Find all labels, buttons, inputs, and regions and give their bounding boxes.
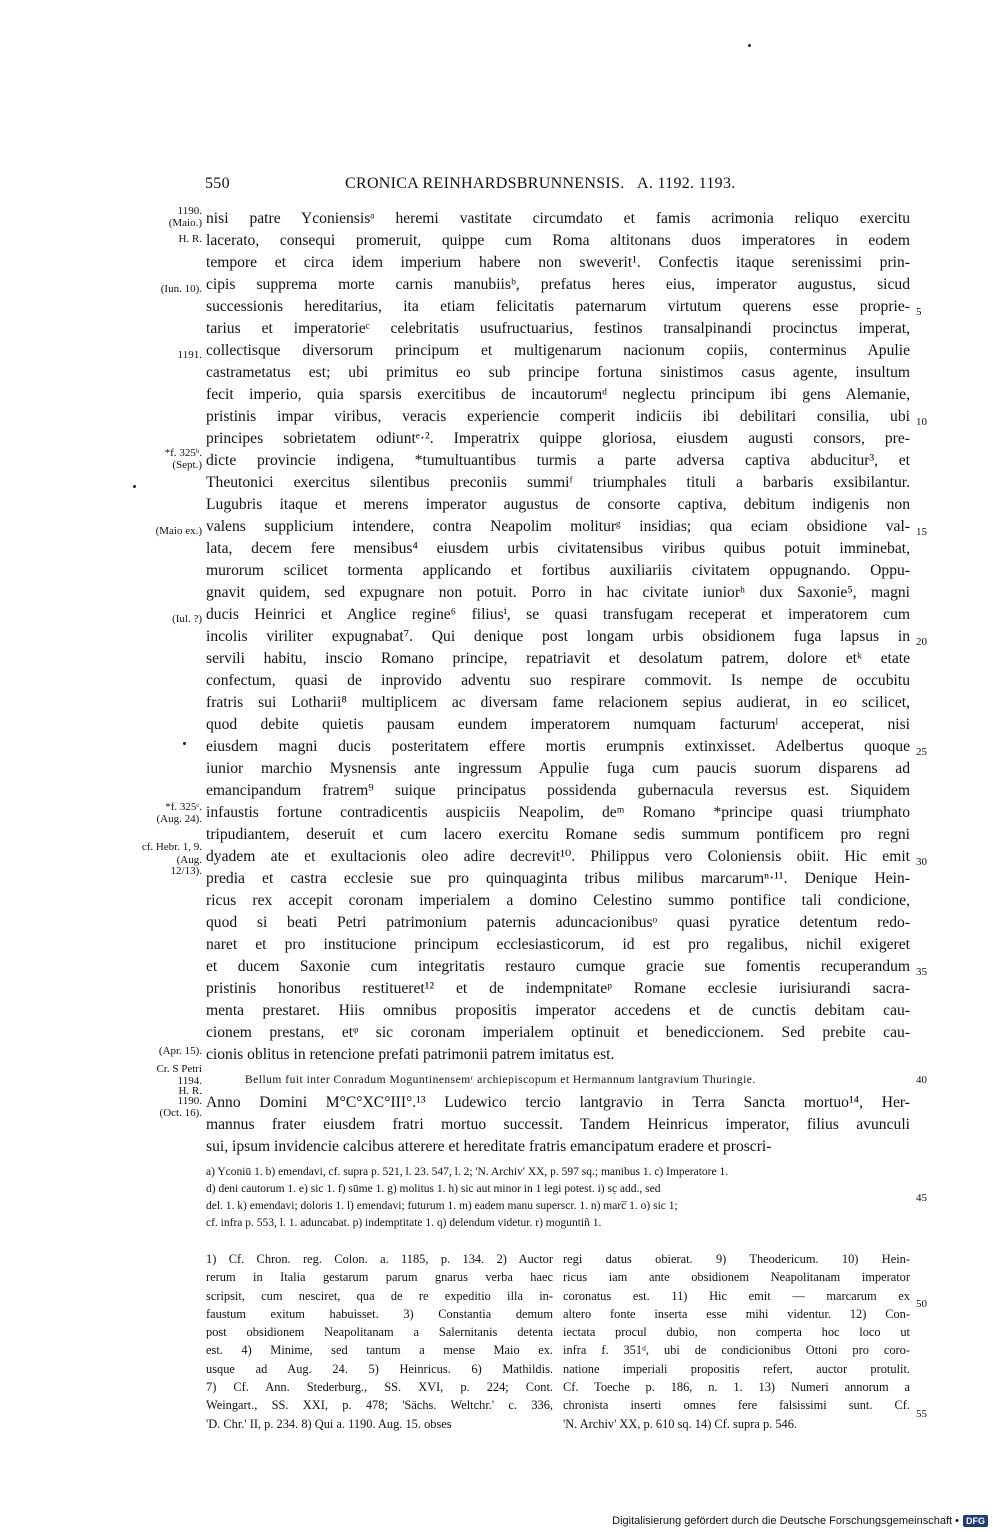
margin-date-note: (Sept.) (172, 459, 202, 471)
text-line: Weingart., SS. XXI, p. 478; 'Sächs. Weltchr.' c. 336, (206, 1398, 553, 1413)
text-line: est. 4) Minime, sed tantum a mense Maio ex. (206, 1343, 553, 1358)
margin-date-note: 12/13). (170, 865, 202, 877)
text-line: mannus frater eiusdem fratri mortuo successit. Tandem Heinricus imperator, filius avunculi (206, 1116, 910, 1133)
margin-date-note: 1191. (177, 349, 202, 361)
text-line: ricus rex accepit coronam imperialem a domino Celestino summo pontifice tali condicione, (206, 892, 910, 909)
text-line: emancipandum fratrem⁹ suique principatus possidenda gubernacula reversus est. Siquidem (206, 782, 910, 799)
text-line: cipis supprema morte carnis manubiisᵇ, prefatus heres eius, imperator augustus, sicud (206, 276, 910, 293)
text-line: dicte provincie indigena, *tumultuantibus turmis a parte adversa captiva abducitur³, et (206, 452, 910, 469)
page-number: 550 (205, 175, 230, 192)
text-line: Lugubris itaque et merens imperator augustus de consorte captiva, debitum indigenis non (206, 496, 910, 513)
margin-date-note: (Iul. ?) (172, 613, 202, 625)
line-number: 50 (916, 1298, 927, 1310)
footer-text: Digitalisierung gefördert durch die Deutsche Forschungsgemeinschaft • (612, 1515, 959, 1527)
text-line: chronista inserti omnes fere falsissimi sunt. Cf. (563, 1398, 910, 1413)
text-line: dyadem ate et exultacionis oleo adire decrevit¹⁰. Philippus vero Coloniensis obiit. Hic emit (206, 848, 910, 865)
text-line: eiusdem magni ducis posteritatem effere mortis erumpnis extinxisset. Adelbertus quoque (206, 738, 910, 755)
text-line: tempore et circa idem imperium habere non sweverit¹. Confectis itaque serenissimi prin- (206, 254, 910, 271)
text-line: menta prestaret. Hiis omnibus propositis imperator accedens et de cunctis debitam cau- (206, 1002, 910, 1019)
text-line: a) Yconiū 1. b) emendavi, cf. supra p. 521, l. 23. 547, l. 2; 'N. Archiv' XX, p. 597 sq.; manibus 1. c) Imperatore 1. (206, 1166, 729, 1178)
margin-date-note: (Maio ex.) (155, 525, 202, 537)
text-line: et ducem Saxonie cum integritatis restauro cumque gracie sue fomentis recuperandum (206, 958, 910, 975)
text-line: confectum, quasi de inprovido adventu suo respirare commovit. Is nempe de occubitu (206, 672, 910, 689)
line-number: 55 (916, 1408, 927, 1420)
margin-date-note: (Maio.) (168, 217, 202, 229)
margin-date-note: (Aug. (176, 854, 202, 866)
line-number: 20 (916, 636, 927, 648)
main-text (206, 208, 910, 1066)
margin-date-note: H. R. (178, 233, 202, 245)
text-line: infaustis fortune contradicentis auspiciis Neapolim, deᵐ Romano *principe quasi triumphato (206, 804, 910, 821)
text-line: predia et castra ecclesie sue pro quinquaginta tribus milibus marcarumⁿ·¹¹. Denique Hein- (206, 870, 910, 887)
text-line: natione imperiali propositis refert, auctor protulit. (563, 1361, 910, 1376)
text-line: del. 1. k) emendavi; doloris 1. l) emendavi; futurum 1. m) eadem manu superscr. 1. n) marc̅ 1. o) sic 1; (206, 1200, 678, 1212)
margin-date-note: *f. 325ᵇ. (164, 447, 202, 459)
text-line: successionis hereditarius, ita etiam felicitatis paternarum virtutum querens esse proprie- (206, 298, 910, 315)
text-line: ducis Heinrici et Anglice regine⁶ filiusⁱ, se quasi transfugam receperat et imperatorem cum (206, 606, 910, 623)
running-header (205, 175, 905, 195)
text-line: incolis viriliter expugnabat⁷. Qui denique post longam urbis obsidionem fuga lapsus in (206, 628, 910, 645)
scan-speck (133, 485, 136, 488)
line-number: 35 (916, 966, 927, 978)
text-line: coronatus est. 11) Hic emit — marcarum ex (563, 1288, 910, 1303)
text-line: infra f. 351ᵈ, ubi de condicionibus Ottoni pro coro- (563, 1343, 910, 1358)
text-line: valens supplicium intendere, contra Neapolim moliturᵍ insidias; qua eciam obsidione val- (206, 518, 910, 535)
text-line: cionis oblitus in retencione prefati patrimonii patrem imitatus est. (206, 1046, 615, 1063)
footnotes-right-column (563, 1250, 910, 1433)
text-line: nisi patre Yconiensisᵃ heremi vastitate circumdato et famis acrimonia reliquo exercitu (206, 210, 910, 227)
margin-date-note: *f. 325ᶜ. (165, 801, 202, 813)
text-line: collectisque diversorum principum et multigenarum nacionum copiis, conterminus Apulie (206, 342, 910, 359)
line-number: 5 (916, 306, 922, 318)
text-line: servili habitu, inscio Romano principe, repatriavit et desolatum patrem, dolore etᵏ etate (206, 650, 910, 667)
text-line: gnavit quidem, sed expugnare non potuit. Porro in hac civitate iuniorʰ dux Saxonie⁵, magni (206, 584, 910, 601)
text-line: quod debite quietis pausam eundem imperatorem numquam facturumˡ acceperat, nisi (206, 716, 910, 733)
text-line: post obsidionem Neapolitanam a Salernitanis detenta (206, 1325, 553, 1340)
text-line: rerum in Italia gestarum parum gnarus verba haec (206, 1270, 553, 1285)
margin-date-note: 1190. (177, 1095, 202, 1107)
margin-date-note: H. R. (178, 1085, 202, 1097)
scan-speck (183, 742, 186, 745)
text-line: fecit imperio, quia sparsis exercitibus de incautorumᵈ neglectu principum ibi gens Alemanie, (206, 386, 910, 403)
margin-date-note: (Aug. 24). (156, 813, 202, 825)
text-line: sui, ipsum invidencie calcibus atterere et hereditate fratris emancipatum eradere et proscri- (206, 1138, 772, 1155)
line-number: 25 (916, 746, 927, 758)
text-line: fratris sui Lotharii⁸ multiplicem ac diversam fame relacionem sepius audierat, in eo scilicet, (206, 694, 910, 711)
text-line: 'N. Archiv' XX, p. 610 sq. 14) Cf. supra p. 546. (563, 1416, 798, 1431)
text-line: ricus iam ante obsidionem Neapolitanam imperator (563, 1270, 910, 1285)
text-line: Cf. Toeche p. 186, n. 1. 13) Numeri annorum a (563, 1380, 910, 1395)
text-line: pristinis impar viribus, veracis experiencie comperit indiciis ibi debilitari consilia, ubi (206, 408, 910, 425)
text-line: 'D. Chr.' II, p. 234. 8) Qui a. 1190. Aug. 15. obses (206, 1416, 452, 1431)
line-number: 30 (916, 856, 927, 868)
margin-date-note: (Oct. 16). (159, 1107, 202, 1119)
footer-credit (600, 1510, 988, 1532)
margin-date-note: 1190. (177, 205, 202, 217)
text-line: d) deni cautorum 1. e) sic 1. f) sūme 1. g) molitus 1. h) sic aut minor in 1 legi potest. i) sc̣ add., sed (206, 1183, 661, 1195)
margin-date-note: Cr. S Petri (156, 1063, 202, 1075)
text-line: cf. infra p. 553, l. 1. aduncabat. p) indemptitate 1. q) delendum videtur. r) moguntiñ 1. (206, 1217, 602, 1229)
line-number: 15 (916, 526, 927, 538)
text-line: naret et pro institucione principum ecclesiasticorum, id est pro regalibus, nichil exigeret (206, 936, 910, 953)
text-line: murorum scilicet tormenta applicando et fortibus auxiliariis civitatem oppugnando. Oppu- (206, 562, 910, 579)
margin-date-note: (Iun. 10). (160, 283, 202, 295)
text-line: regi datus obierat. 9) Theodericum. 10) Hein- (563, 1252, 910, 1266)
text-line: iectata procul dubio, non comperta hoc loco ut (563, 1325, 910, 1340)
running-title: CRONICA REINHARDSBRUNNENSIS. (345, 175, 625, 192)
text-line: faustum exitum habuisset. 3) Constantia demum (206, 1306, 553, 1321)
text-line: Anno Domini M°C°XC°III°.¹³ Ludewico tercio lantgravio in Terra Sancta mortuo¹⁴, Her- (206, 1094, 910, 1111)
text-line: cionem prestans, etᵠ sic coronam imperialem optinuit et benediccionem. Sed prebite cau- (206, 1024, 910, 1041)
text-line: pristinis honoribus restitueret¹² et de indempnitateᵖ Romane ecclesie iurisiurandi sacra- (206, 980, 910, 997)
margin-date-note: (Apr. 15). (158, 1045, 202, 1057)
text-line: 7) Cf. Ann. Stederburg., SS. XVI, p. 224; Cont. (206, 1380, 553, 1395)
text-line: lata, decem fere mensibus⁴ eiusdem urbis civitatensibus viribus quibus potuit imminebat, (206, 540, 910, 557)
textual-apparatus (206, 1164, 910, 1232)
dfg-logo: DFG (963, 1515, 988, 1527)
main-text-continued (206, 1092, 910, 1158)
text-line: lacerato, consequi promeruit, quippe cum Roma altitonans duos imperatores in eodem (206, 232, 910, 249)
text-line: principes sobrietatem odiuntᵉ·². Imperatrix quippe gloriosa, eiusdem augusti consors, pre- (206, 430, 910, 447)
line-number: 45 (916, 1192, 927, 1204)
text-line: castrametatus est; ubi primitus eo sub principe fortuna sinistimos casus agente, insultum (206, 364, 910, 381)
rubric-line: Bellum fuit inter Conradum Moguntinensemʳ archiepiscopum et Hermannum lantgravium Thuringie. (245, 1074, 756, 1086)
text-line: scripsit, cum nesciret, qua de re expeditio illa in- (206, 1288, 553, 1303)
line-number: 10 (916, 416, 927, 428)
text-line: altero fonte inserta esse mihi videntur. 12) Con- (563, 1306, 910, 1321)
line-number: 40 (916, 1074, 927, 1086)
margin-date-note: 1194. (177, 1075, 202, 1087)
running-years: A. 1192. 1193. (637, 175, 736, 192)
text-line: tarius et imperatorieᶜ celebritatis usufructuarius, festinos transalpinandi procinctus imperat, (206, 320, 910, 337)
text-line: Theutonici exercitus silentibus preconiis summiᶠ triumphales tituli a barbaris exsibilantur. (206, 474, 910, 491)
text-line: 1) Cf. Chron. reg. Colon. a. 1185, p. 134. 2) Auctor (206, 1252, 553, 1266)
text-line: usque ad Aug. 24. 5) Heinricus. 6) Mathildis. (206, 1361, 553, 1376)
scan-speck (748, 44, 751, 47)
footnotes-left-column (206, 1250, 553, 1433)
text-line: tripudiantem, deseruit et cum lacero exercitu Romane sedis summum pontificem pro regni (206, 826, 910, 843)
margin-date-note: cf. Hebr. 1, 9. (141, 841, 202, 853)
text-line: iunior marchio Mysnensis ante ingressum Appulie fuga cum paucis suorum disparens ad (206, 760, 910, 777)
text-line: quod si beati Petri patrimonium paternis aduncacionibusᵒ quasi pyratice detentum redo- (206, 914, 910, 931)
